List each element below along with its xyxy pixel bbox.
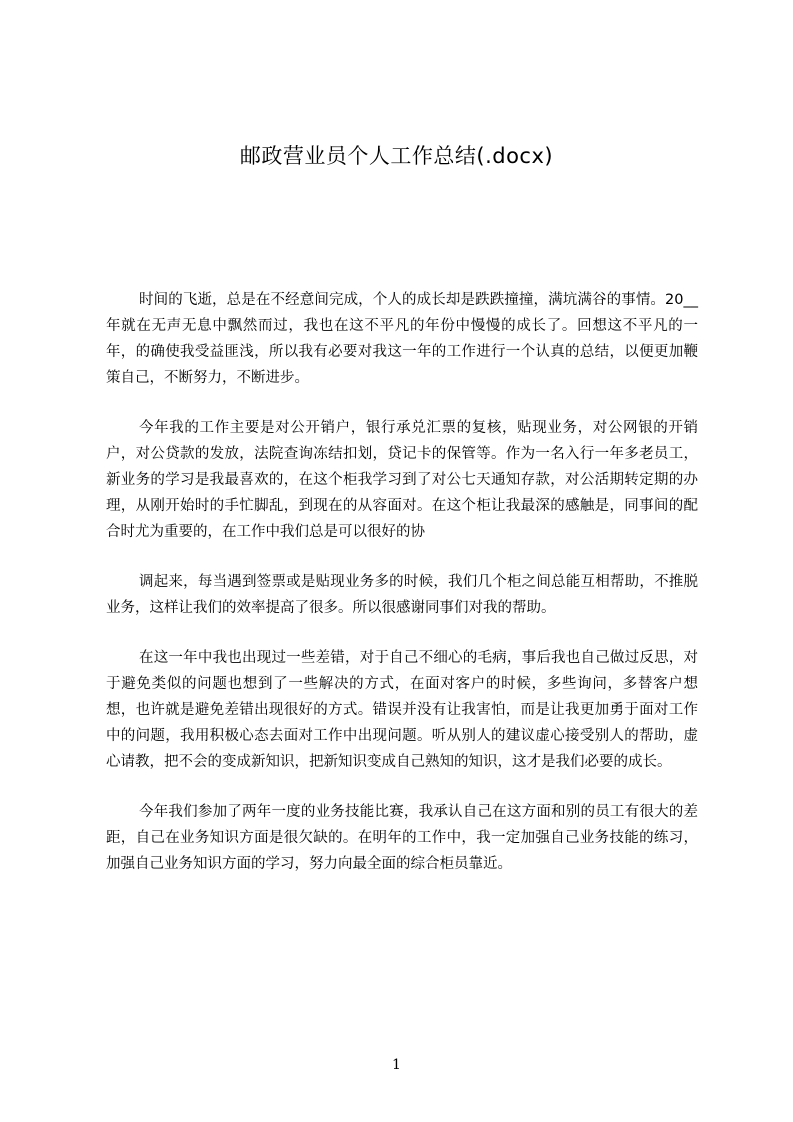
paragraph-2: 今年我的工作主要是对公开销户，银行承兑汇票的复核，贴现业务，对公网银的开销户，对公贷款的发放，法院查询冻结扣划，贷记卡的保管等。作为一名入行一年多老员工，新业务的学习是我最喜欢的，在这个柜我学习到了对公七天通知存款，对公活期转定期的办理，从刚开始时的手忙脚乱，到现在的从容面对。在这个柜让我最深的感触是，同事间的配合时尤为重要的，在工作中我们总是可以很好的协 [106,420,698,540]
paragraph-3: 调起来，每当遇到签票或是贴现业务多的时候，我们几个柜之间总能互相帮助，不推脱业务，这样让我们的效率提高了很多。所以很感谢同事们对我的帮助。 [106,574,698,616]
document-body [106,287,698,901]
paragraph-1: 时间的飞逝，总是在不经意间完成，个人的成长却是跌跌撞撞，满坑满谷的事情。20__年就在无声无息中飘然而过，我也在这不平凡的年份中慢慢的成长了。回想这不平凡的一年，的确使我受益匪浅，所以我有必要对我这一年的工作进行一个认真的总结，以便更加鞭策自己，不断努力，不断进步。 [106,292,698,386]
paragraph-4: 在这一年中我也出现过一些差错，对于自己不细心的毛病，事后我也自己做过反思，对于避免类似的问题也想到了一些解决的方式，在面对客户的时候，多些询问，多替客户想想，也许就是避免差错出现很好的方式。错误并没有让我害怕，而是让我更加勇于面对工作中的问题，我用积极心态去面对工作中出现问题。听从别人的建议虚心接受别人的帮助，虚心请教，把不会的变成新知识，把新知识变成自己熟知的知识，这才是我们必要的成长。 [106,650,698,770]
page-number: 1 [392,1057,401,1073]
document-title: 邮政营业员个人工作总结(.docx) [239,144,554,168]
paragraph-5: 今年我们参加了两年一度的业务技能比赛，我承认自己在这方面和别的员工有很大的差距，自己在业务知识方面是很欠缺的。在明年的工作中，我一定加强自己业务技能的练习，加强自己业务知识方面的学习，努力向最全面的综合柜员靠近。 [106,804,698,872]
